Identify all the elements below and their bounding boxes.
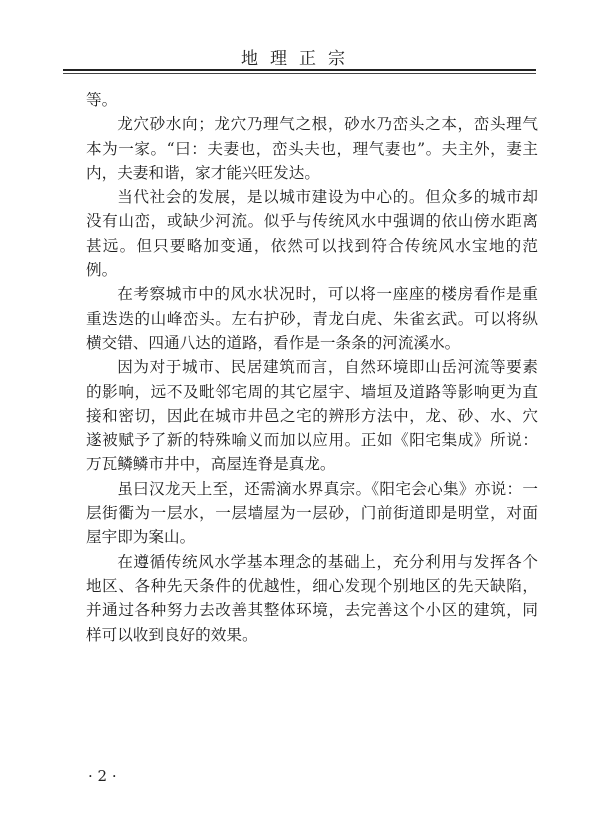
- running-header-title: 地理正宗: [241, 49, 357, 69]
- paragraph: 在遵循传统风水学基本理念的基础上，充分利用与发挥各个地区、各种先天条件的优越性，细心发现个别地区的先天缺陷，并通过各种努力去改善其整体环境，去完善这个小区的建筑，同样可以收到良好的效果。: [86, 552, 538, 644]
- header-rule-thin: [63, 73, 536, 74]
- paragraph: 在考察城市中的风水状况时，可以将一座座的楼房看作是重重迭迭的山峰峦头。左右护砂，青龙白虎、朱雀玄武。可以将纵横交错、四通八达的道路，看作是一条条的河流溪水。: [86, 285, 538, 352]
- paragraph-continuation: 等。: [86, 91, 118, 109]
- page-number: · 2 ·: [88, 767, 117, 785]
- paragraph: 当代社会的发展，是以城市建设为中心的。但众多的城市却没有山峦，或缺少河流。似乎与传统风水中强调的依山傍水距离甚远。但只要略加变通，依然可以找到符合传统风水宝地的范例。: [86, 188, 538, 280]
- paragraph: 龙穴砂水向；龙穴乃理气之根，砂水乃峦头之本，峦头理气本为一家。“曰：夫妻也，峦头夫也，理气妻也”。夫主外，妻主内，夫妻和谐，家才能兴旺发达。: [86, 115, 538, 182]
- header-rule-thick: [63, 69, 536, 71]
- body-text: [86, 88, 538, 647]
- paragraph: 虽曰汉龙天上至，还需滴水界真宗。《阳宅会心集》亦说：一层街衢为一层水，一层墙屋为一层砂，门前街道即是明堂，对面屋宇即为案山。: [86, 479, 538, 547]
- paragraph: 因为对于城市、民居建筑而言，自然环境即山岳河流等要素的影响，远不及毗邻宅周的其它屋宇、墙垣及道路等影响更为直接和密切，因此在城市井邑之宅的辨形方法中，龙、砂、水、穴遂被赋予了新的特殊喻义而加以应用。正如《阳宅集成》所说：万瓦鳞鳞市井中，高屋连脊是真龙。: [86, 358, 538, 474]
